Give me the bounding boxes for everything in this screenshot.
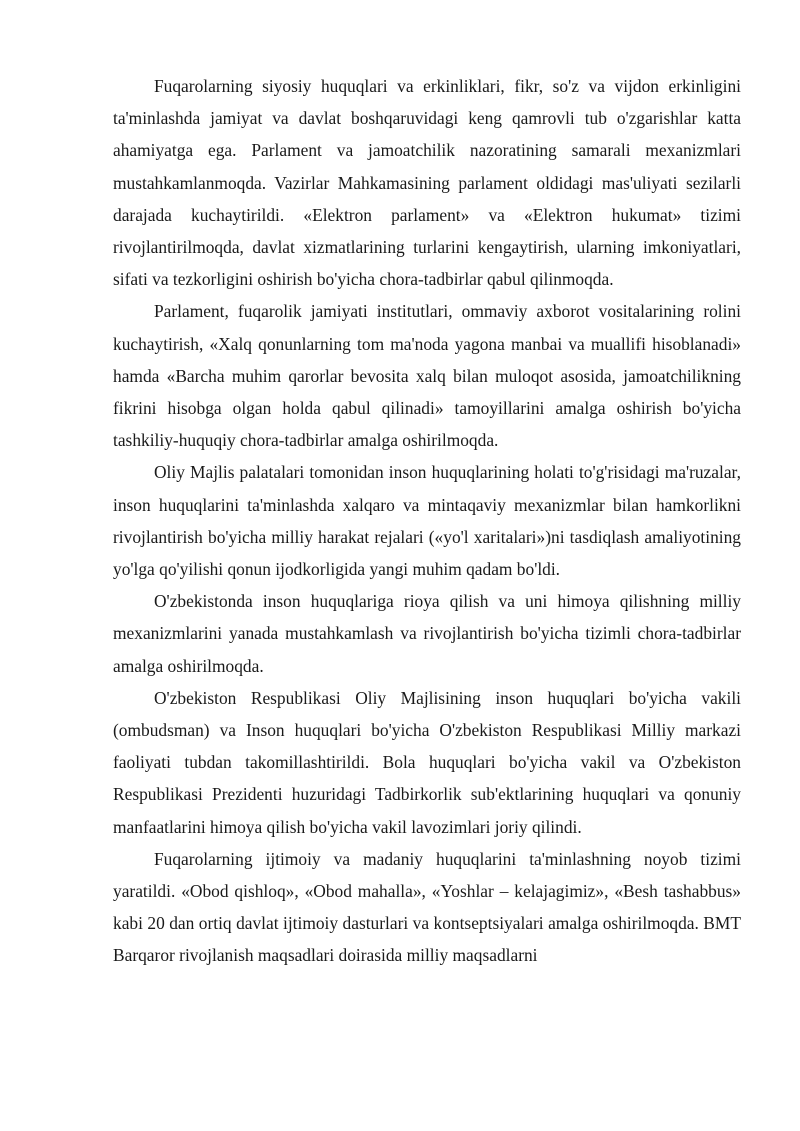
paragraph-parliament-role: Parlament, fuqarolik jamiyati institutlari, ommaviy axborot vositalarining rolini kuchaytirish, «Xalq qonunlarning tom ma'noda yagona manbai va muallifi hisoblanadi» hamda «Barcha muhim qarorlar bevosita xalq bilan muloqot asosida, jamoatchilikning fikrini hisobga olgan holda qabul qilinadi» tamoyillarini amalga oshirish bo'yicha tashkiliy-huquqiy chora-tadbirlar amalga oshirilmoqda. bbox=[113, 301, 741, 451]
paragraph-human-rights-mechanisms: O'zbekistonda inson huquqlariga rioya qilish va uni himoya qilishning milliy mexanizmlarini yanada mustahkamlash va rivojlantirish bo'yicha tizimli chora-tadbirlar amalga oshirilmoqda. bbox=[113, 591, 741, 676]
paragraph-political-rights: Fuqarolarning siyosiy huquqlari va erkinliklari, fikr, so'z va vijdon erkinligini ta'minlashda jamiyat va davlat boshqaruvidagi keng qamrovli tub o'zgarishlar katta ahamiyatga ega. Parlament va jamoatchilik nazoratining samarali mexanizmlari mustahkamlanmoqda. Vazirlar Mahkamasining parlament oldidagi mas'uliyati sezilarli darajada kuchaytirildi. «Elektron parlament» va «Elektron hukumat» tizimi rivojlantirilmoqda, davlat xizmatlarining turlarini kengaytirish, ularning imkoniyatlari, sifati va tezkorligini oshirish bo'yicha chora-tadbirlar qabul qilinmoqda. bbox=[113, 76, 741, 290]
paragraph-social-rights: Fuqarolarning ijtimoiy va madaniy huquqlarini ta'minlashning noyob tizimi yaratildi. «Obod qishloq», «Obod mahalla», «Yoshlar – kelajagimiz», «Besh tashabbus» kabi 20 dan ortiq davlat ijtimoiy dasturlari va kontseptsiyalari amalga oshirilmoqda. BMT Barqaror rivojlanish maqsadlari doirasida milliy maqsadlarni bbox=[113, 848, 741, 966]
paragraph-oliy-majlis: Oliy Majlis palatalari tomonidan inson huquqlarining holati to'g'risidagi ma'ruzalar, inson huquqlarini ta'minlashda xalqaro va mintaqaviy mexanizmlar bilan hamkorlikni rivojlantirish bo'yicha milliy harakat rejalari («yo'l xaritalari»)ni tasdiqlash amaliyotining yo'lga qo'yilishi qonun ijodkorligida yangi muhim qadam bo'ldi. bbox=[113, 462, 741, 580]
document-page bbox=[113, 70, 741, 972]
paragraph-ombudsman: O'zbekiston Respublikasi Oliy Majlisining inson huquqlari bo'yicha vakili (ombudsman) va Inson huquqlari bo'yicha O'zbekiston Respublikasi Milliy markazi faoliyati tubdan takomillashtirildi. Bola huquqlari bo'yicha vakil va O'zbekiston Respublikasi Prezidenti huzuridagi Tadbirkorlik sub'ektlarining huquqlari va qonuniy manfaatlarini himoya qilish bo'yicha vakil lavozimlari joriy qilindi. bbox=[113, 687, 741, 837]
